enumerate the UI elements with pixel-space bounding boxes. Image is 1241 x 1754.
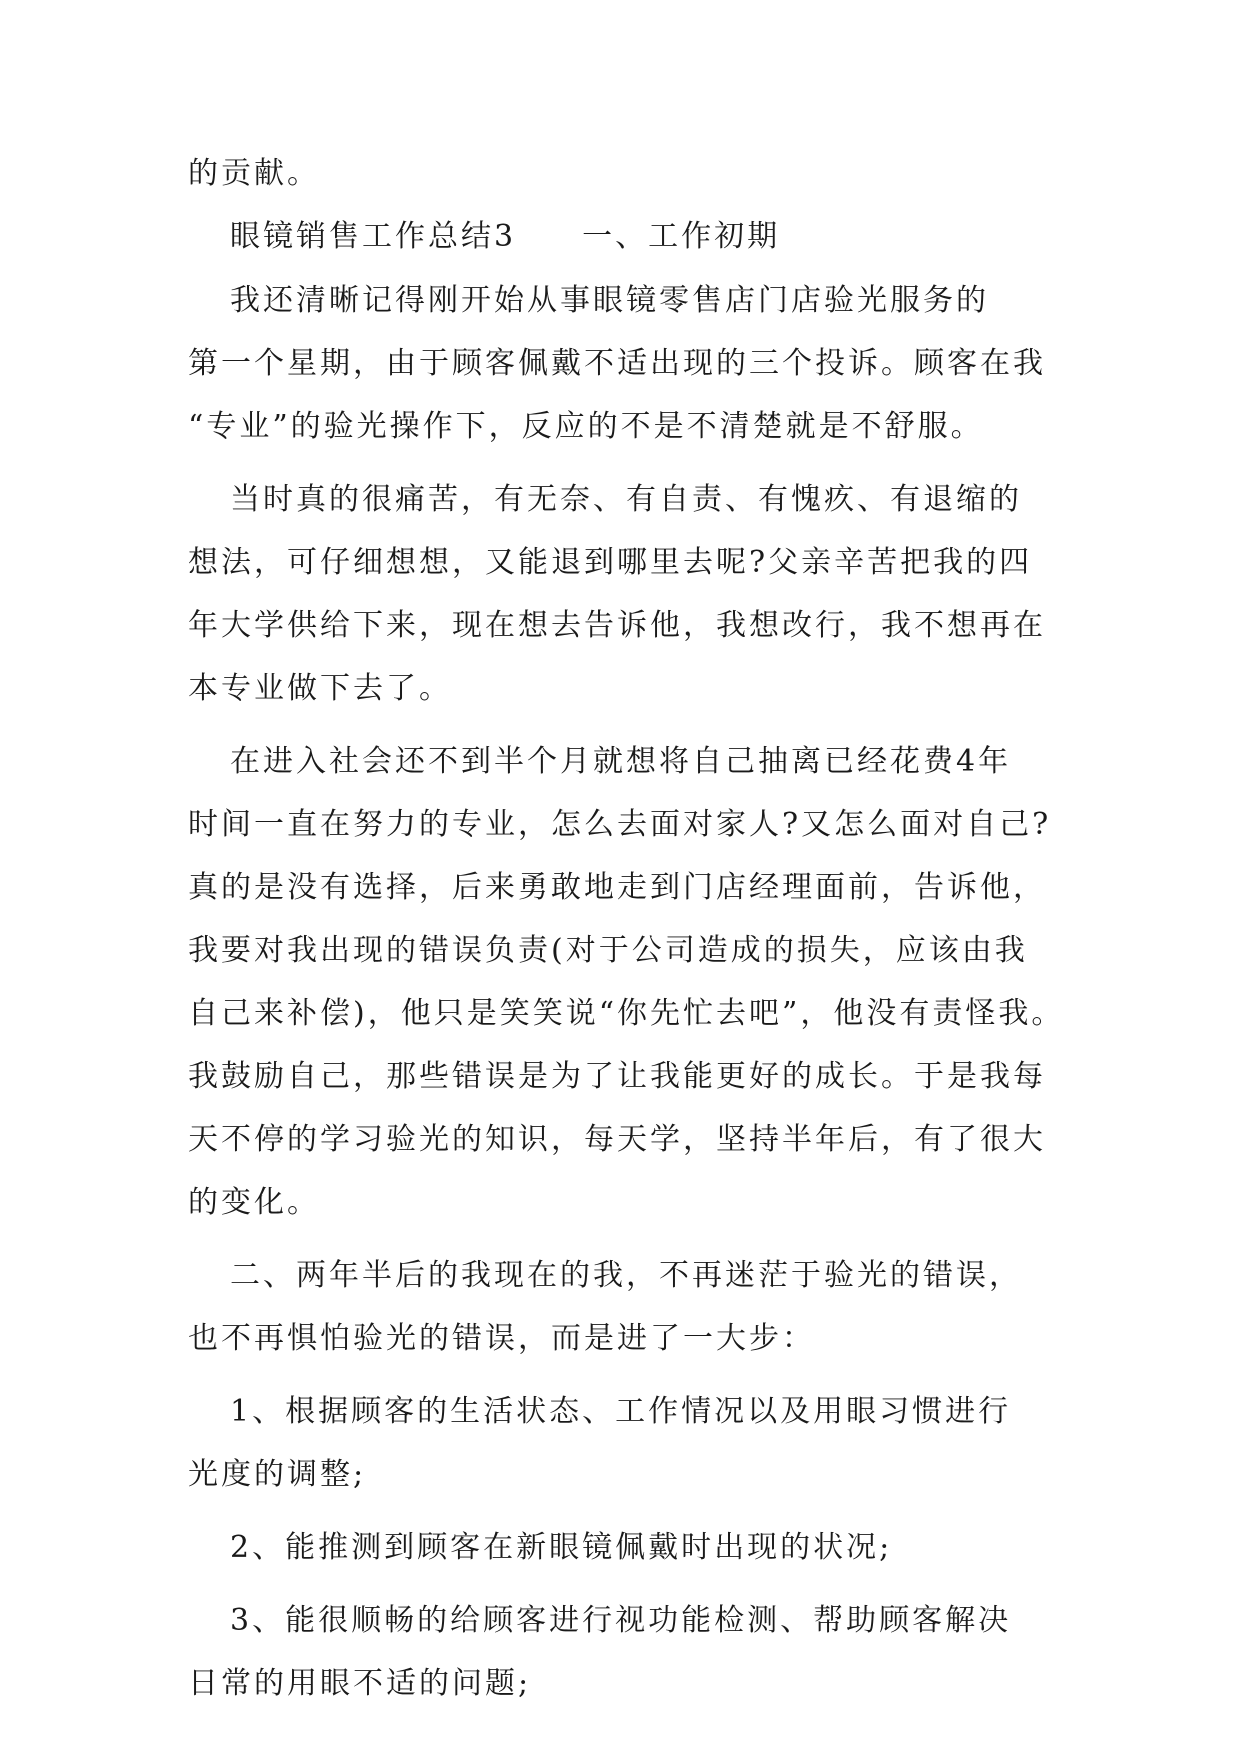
section-heading: 眼镜销售工作总结3 一、工作初期 — [230, 219, 781, 254]
text-line: 时间一直在努力的专业，怎么去面对家人?又怎么面对自己? — [188, 807, 1052, 842]
text-line: 年大学供给下来，现在想去告诉他，我想改行，我不想再在 — [188, 608, 1046, 643]
list-item: 3、能很顺畅的给顾客进行视功能检测、帮助顾客解决 — [230, 1603, 1012, 1638]
text-line: 的贡献。 — [188, 156, 320, 191]
text-line: 自己来补偿)，他只是笑笑说“你先忙去吧”，他没有责怪我。 — [188, 996, 1065, 1031]
text-line: 的变化。 — [188, 1185, 320, 1220]
text-line: “专业”的验光操作下，反应的不是不清楚就是不舒服。 — [188, 409, 984, 444]
text-line: 当时真的很痛苦，有无奈、有自责、有愧疚、有退缩的 — [230, 482, 1022, 517]
list-item: 1、根据顾客的生活状态、工作情况以及用眼习惯进行 — [230, 1394, 1012, 1429]
text-line: 第一个星期，由于顾客佩戴不适出现的三个投诉。顾客在我 — [188, 346, 1046, 381]
text-line: 在进入社会还不到半个月就想将自己抽离已经花费4年 — [230, 744, 1012, 779]
text-line: 也不再惧怕验光的错误，而是进了一大步： — [188, 1321, 815, 1356]
text-line: 本专业做下去了。 — [188, 671, 452, 706]
text-line: 二、两年半后的我现在的我，不再迷茫于验光的错误， — [230, 1258, 1022, 1293]
text-line: 真的是没有选择，后来勇敢地走到门店经理面前，告诉他， — [188, 870, 1046, 905]
list-item-continuation: 光度的调整; — [188, 1457, 367, 1492]
text-line: 我鼓励自己，那些错误是为了让我能更好的成长。于是我每 — [188, 1059, 1046, 1094]
text-line: 想法，可仔细想想，又能退到哪里去呢?父亲辛苦把我的四 — [188, 545, 1033, 580]
list-item-continuation: 日常的用眼不适的问题; — [188, 1666, 532, 1701]
text-line: 我要对我出现的错误负责(对于公司造成的损失，应该由我 — [188, 933, 1028, 968]
list-item: 2、能推测到顾客在新眼镜佩戴时出现的状况; — [230, 1530, 893, 1565]
text-line: 我还清晰记得刚开始从事眼镜零售店门店验光服务的 — [230, 283, 989, 318]
text-line: 天不停的学习验光的知识，每天学，坚持半年后，有了很大 — [188, 1122, 1046, 1157]
